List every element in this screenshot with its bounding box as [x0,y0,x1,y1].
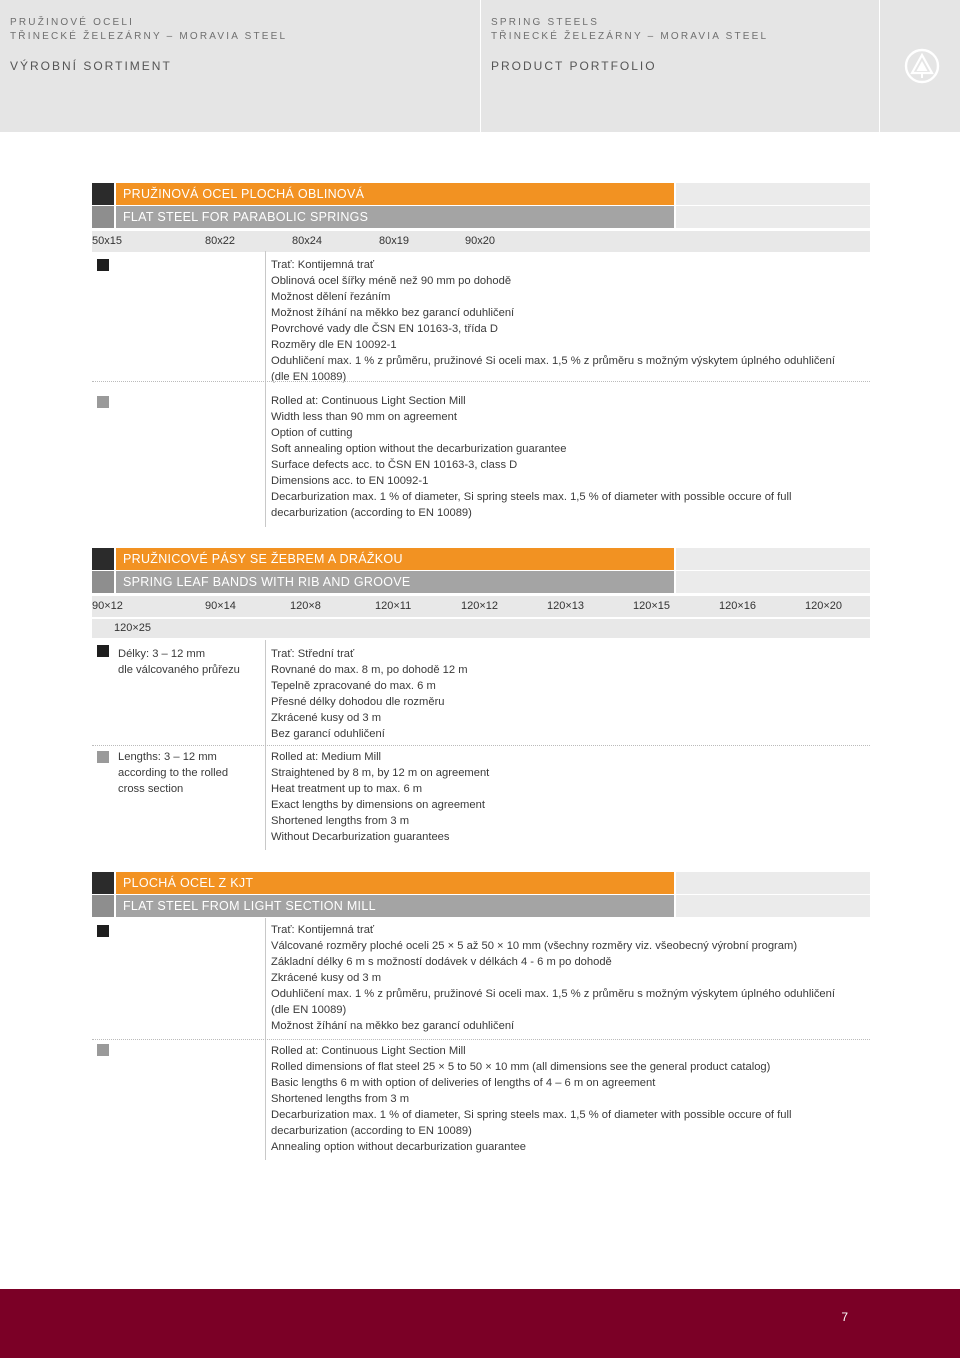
english-language-marker [97,1044,109,1056]
dotted-separator [92,1039,870,1040]
spec-line: Přesné délky dohodou dle rozměru [271,696,445,708]
spec-line: Rozměry dle EN 10092-1 [271,339,397,351]
spec-line: Dimensions acc. to EN 10092-1 [271,475,429,487]
band-tail [676,872,870,894]
length-line: cross section [118,783,184,795]
size-cell: 90×14 [205,600,236,612]
spec-line: Válcované rozměry ploché oceli 25 × 5 až 50 × 10 mm (všechny rozměry viz. všeobecný výrobní program) [271,940,798,952]
section-title-en: FLAT STEEL FROM LIGHT SECTION MILL [116,895,674,917]
section-leaf-bands [92,548,870,843]
spec-line: Width less than 90 mm on agreement [271,411,457,423]
section-title-en-band [92,206,870,228]
size-cell: 120×8 [290,600,321,612]
spec-line: Oblinová ocel šířky méně než 90 mm po dohodě [271,275,512,287]
spec-line: Trať: Kontijemná trať [271,259,375,271]
section-title-en: SPRING LEAF BANDS WITH RIB AND GROOVE [116,571,674,593]
band-marker [92,872,114,894]
english-spec-text [271,749,489,845]
header-left-column [0,0,480,132]
spec-line: Základní délky 6 m s možností dodávek v délkách 4 - 6 m po dohodě [271,956,612,968]
section-title-en-band [92,895,870,917]
spec-line: Shortened lengths from 3 m [271,815,410,827]
header-right-column [481,0,879,132]
size-cell: 120×15 [633,600,671,612]
spec-line: Without Decarburization guarantees [271,831,450,843]
sizes-row [92,231,870,252]
english-language-marker [97,396,109,408]
section-title-cz-band [92,548,870,570]
length-line: dle válcovaného průřezu [118,664,240,676]
section-title-en-band [92,571,870,593]
spec-line: Soft annealing option without the decarburization guarantee [271,443,567,455]
spec-line: Trať: Střední trať [271,648,355,660]
spec-line: Straightened by 8 m, by 12 m on agreement [271,767,490,779]
length-line: according to the rolled [118,767,229,779]
header-right-title: SPRING STEELS [491,17,600,28]
section-title-cz: PLOCHÁ OCEL Z KJT [116,872,674,894]
czech-spec-text [271,922,835,1034]
spec-line: Decarburization max. 1 % of diameter, Si spring steels max. 1,5 % of diameter with possible occure of full [271,1109,792,1121]
band-tail [676,206,870,228]
spec-block [92,251,870,527]
size-cell: 120×11 [375,600,412,612]
size-cell: 120×25 [114,622,152,634]
spec-line: Povrchové vady dle ČSN EN 10163-3, třída D [271,323,498,335]
section-title-cz-band [92,183,870,205]
spec-line: Shortened lengths from 3 m [271,1093,410,1105]
band-tail [676,895,870,917]
section-light-section-mill [92,872,870,1153]
header-right-company: TŘINECKÉ ŽELEZÁRNY – MORAVIA STEEL [491,31,769,42]
band-marker [92,571,114,593]
spec-line: (dle EN 10089) [271,1004,347,1016]
spec-line: (dle EN 10089) [271,371,347,383]
english-length-note [118,749,228,797]
sizes-row [92,596,870,617]
section-parabolic-springs [92,183,870,519]
spec-line: Oduhličení max. 1 % z průměru, pružinové Si oceli max. 1,5 % z průměru s možným výskytem úplného oduhličení [271,355,835,367]
section-title-cz: PRUŽNICOVÉ PÁSY SE ŽEBREM A DRÁŽKOU [116,548,674,570]
company-logo-icon [904,48,940,84]
spec-line: Decarburization max. 1 % of diameter, Si spring steels max. 1,5 % of diameter with possible occure of full [271,491,792,503]
spec-line: Tepelně zpracované do max. 6 m [271,680,436,692]
size-cell: 50x15 [92,235,122,247]
spec-line: Exact lengths by dimensions on agreement [271,799,485,811]
length-line: Délky: 3 – 12 mm [118,648,206,660]
size-cell: 80x22 [205,235,235,247]
spec-line: Bez garancí oduhličení [271,728,385,740]
spec-line: Možnost žíhání na měkko bez garancí oduhličení [271,1020,515,1032]
spec-line: Zkrácené kusy od 3 m [271,972,382,984]
header-left-subtitle: VÝROBNÍ SORTIMENT [10,59,172,73]
band-marker [92,206,114,228]
size-cell: 80x19 [379,235,409,247]
header-left-title: PRUŽINOVÉ OCELI [10,17,135,28]
band-tail [676,571,870,593]
english-language-marker [97,751,109,763]
band-tail [676,183,870,205]
size-cell: 120×13 [547,600,585,612]
spec-line: Annealing option without decarburization guarantee [271,1141,527,1153]
length-line: Lengths: 3 – 12 mm [118,751,217,763]
czech-language-marker [97,259,109,271]
band-marker [92,895,114,917]
page-number: 7 [841,1310,848,1324]
size-cell: 120×12 [461,600,499,612]
spec-line: Rolled at: Continuous Light Section Mill [271,395,466,407]
band-marker [92,183,114,205]
spec-line: Možnost dělení řezáním [271,291,391,303]
size-cell: 90×12 [92,600,123,612]
spec-block [92,640,870,850]
size-cell: 80x24 [292,235,322,247]
spec-line: decarburization (according to EN 10089) [271,1125,472,1137]
spec-line: Rolled at: Continuous Light Section Mill [271,1045,466,1057]
czech-language-marker [97,925,109,937]
header-right-subtitle: PRODUCT PORTFOLIO [491,59,657,73]
page-footer [0,1289,960,1358]
spec-line: Option of cutting [271,427,353,439]
english-spec-text [271,1043,791,1155]
spec-block [92,918,870,1160]
spec-line: Rolled at: Medium Mill [271,751,382,763]
size-cell: 90x20 [465,235,495,247]
dotted-separator [92,745,870,746]
section-title-cz: PRUŽINOVÁ OCEL PLOCHÁ OBLINOVÁ [116,183,674,205]
header-logo-column [880,0,960,132]
size-cell: 120×20 [805,600,843,612]
english-spec-text [271,393,791,521]
czech-language-marker [97,645,109,657]
spec-line: Možnost žíhání na měkko bez garancí oduhličení [271,307,515,319]
czech-spec-text [271,257,835,385]
band-marker [92,548,114,570]
czech-spec-text [271,646,468,742]
section-title-en: FLAT STEEL FOR PARABOLIC SPRINGS [116,206,674,228]
spec-line: Heat treatment up to max. 6 m [271,783,423,795]
dotted-separator [92,381,870,382]
spec-line: Surface defects acc. to ČSN EN 10163-3, class D [271,459,518,471]
spec-line: Trať: Kontijemná trať [271,924,375,936]
spec-line: Rolled dimensions of flat steel 25 × 5 to 50 × 10 mm (all dimensions see the general product catalog) [271,1061,771,1073]
spec-line: Rovnané do max. 8 m, po dohodě 12 m [271,664,468,676]
page-header [0,0,960,132]
spec-line: Basic lengths 6 m with option of deliveries of lengths of 4 – 6 m on agreement [271,1077,656,1089]
size-cell: 120×16 [719,600,757,612]
band-tail [676,548,870,570]
spec-line: Zkrácené kusy od 3 m [271,712,382,724]
column-divider [265,251,266,527]
sizes-row [92,619,870,638]
section-title-cz-band [92,872,870,894]
spec-line: decarburization (according to EN 10089) [271,507,472,519]
czech-length-note [118,646,240,678]
spec-line: Oduhličení max. 1 % z průměru, pružinové Si oceli max. 1,5 % z průměru s možným výskytem úplného oduhličení [271,988,835,1000]
header-left-company: TŘINECKÉ ŽELEZÁRNY – MORAVIA STEEL [10,31,288,42]
